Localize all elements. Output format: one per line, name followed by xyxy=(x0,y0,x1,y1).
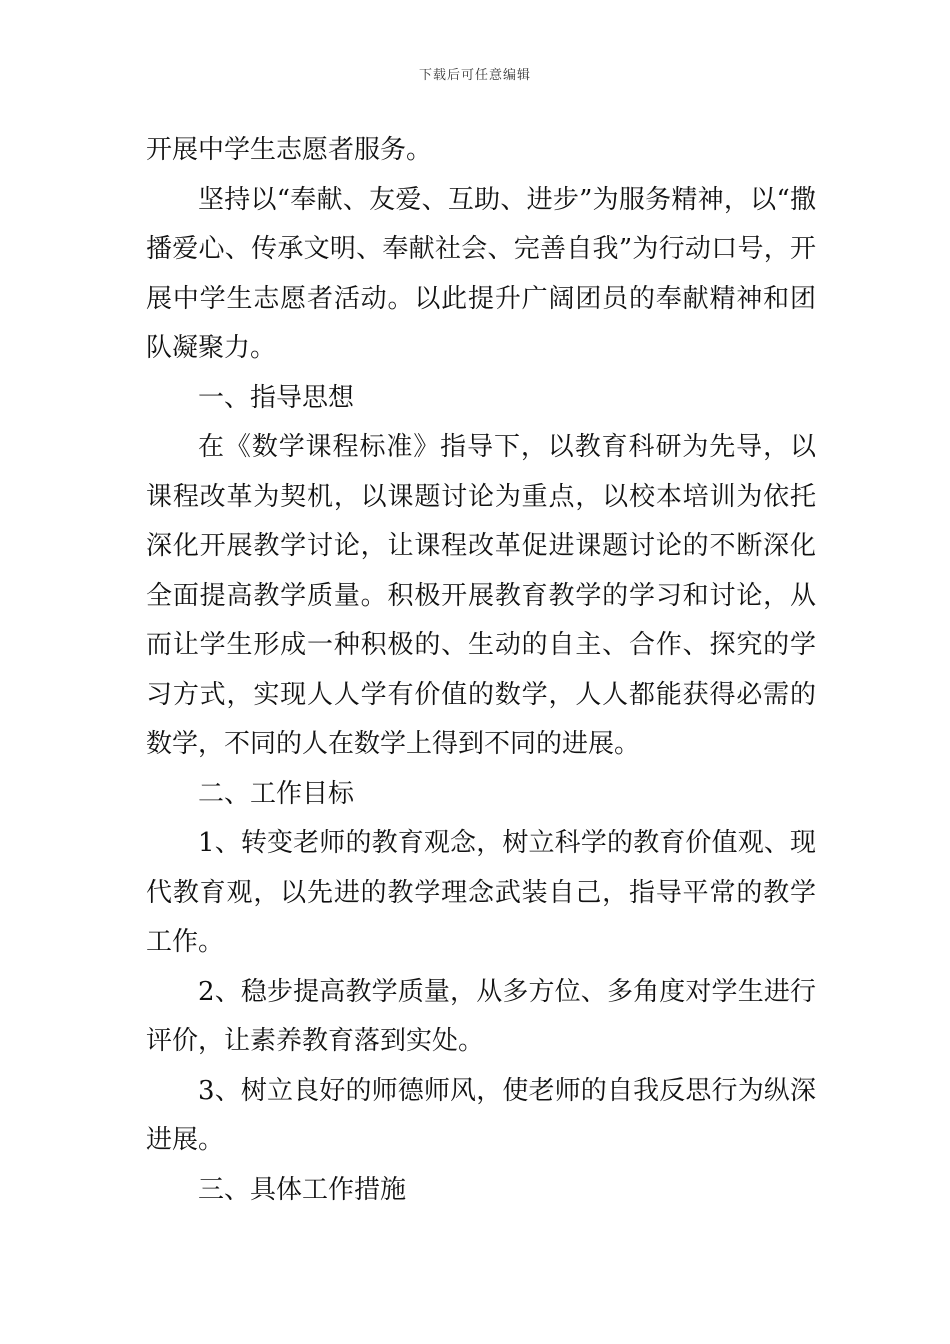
document-body xyxy=(146,126,816,1215)
paragraph-3: 在《数学课程标准》指导下，以教育科研为先导，以课程改革为契机，以课题讨论为重点，以校本培训为依托深化开展教学讨论，让课程改革促进课题讨论的不断深化全面提高教学质量。积极开展教育教学的学习和讨论，从而让学生形成一种积极的、生动的自主、合作、探究的学习方式，实现人人学有价值的数学，人人都能获得必需的数学，不同的人在数学上得到不同的进展。 xyxy=(146,432,816,759)
goal-item-1: 1、转变老师的教育观念，树立科学的教育价值观、现代教育观，以先进的教学理念武装自己，指导平常的教学工作。 xyxy=(146,828,816,957)
page-header-note: 下载后可任意编辑 xyxy=(418,68,531,83)
section-heading-2: 二、工作目标 xyxy=(198,778,355,809)
goal-item-3: 3、树立良好的师德师风，使老师的自我反思行为纵深进展。 xyxy=(146,1075,816,1155)
section-heading-1: 一、指导思想 xyxy=(198,382,355,413)
paragraph-1: 开展中学生志愿者服务。 xyxy=(146,135,433,165)
section-heading-3: 三、具体工作措施 xyxy=(198,1174,407,1205)
paragraph-2: 坚持以“奉献、友爱、互助、进步”为服务精神，以“撒播爱心、传承文明、奉献社会、完善自我”为行动口号，开展中学生志愿者活动。以此提升广阔团员的奉献精神和团队凝聚力。 xyxy=(146,184,816,363)
goal-item-2: 2、稳步提高教学质量，从多方位、多角度对学生进行评价，让素养教育落到实处。 xyxy=(146,976,816,1056)
